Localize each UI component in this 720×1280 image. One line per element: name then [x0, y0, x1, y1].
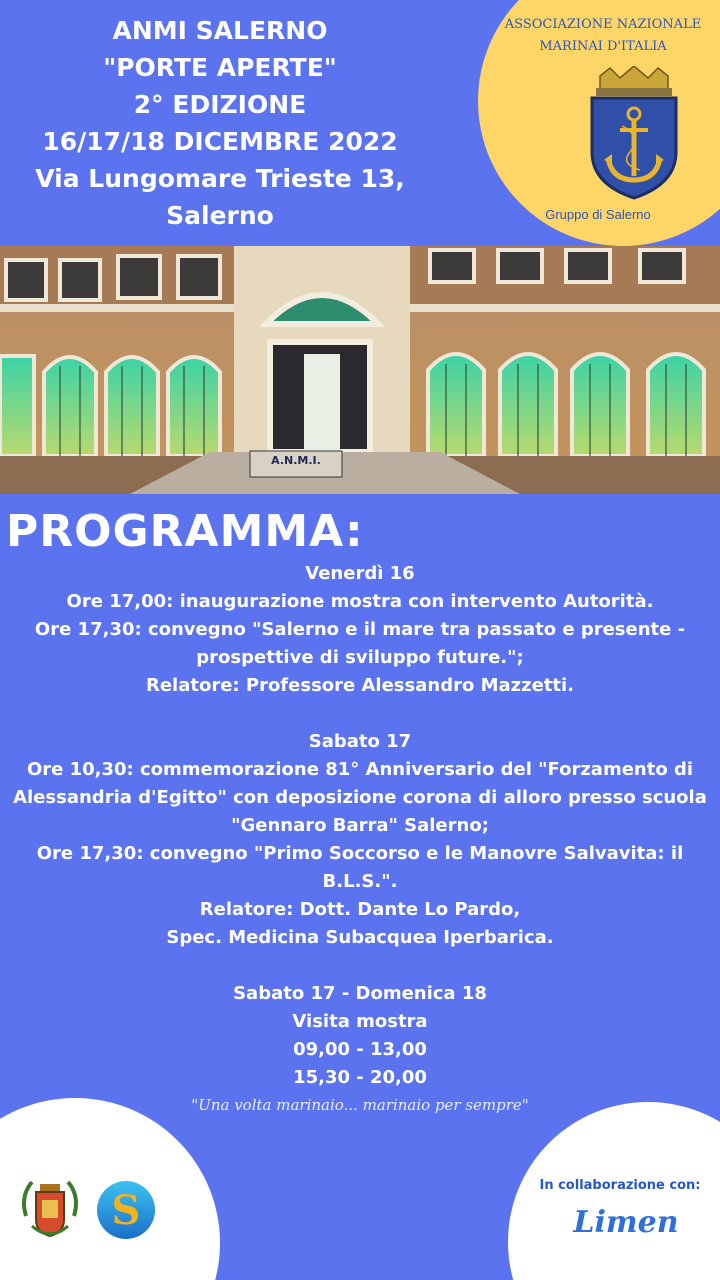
header-line: Salerno: [166, 201, 274, 230]
schedule-spacer: [0, 952, 720, 980]
schedule-line: Ore 17,00: inaugurazione mostra con intervento Autorità.: [66, 591, 654, 612]
building-sign: A.N.M.I.: [271, 454, 321, 467]
schedule-line: Relatore: Professore Alessandro Mazzetti.: [145, 675, 575, 696]
schedule-line: Venerdì 16: [305, 563, 415, 584]
schedule-line: 09,00 - 13,00: [293, 1039, 427, 1060]
schedule: [0, 560, 720, 1092]
comune-di-salerno-crest-icon: [18, 1176, 82, 1242]
building-photo: [0, 246, 720, 494]
salerno-s-logo-icon: [96, 1180, 156, 1240]
header-line: 16/17/18 DICEMBRE 2022: [42, 127, 398, 156]
anchor-shield-icon: [582, 66, 686, 200]
header-line: 2° EDIZIONE: [133, 90, 307, 119]
collaboration-label: In collaborazione con:: [539, 1178, 701, 1193]
schedule-line: Relatore: Dott. Dante Lo Pardo,: [199, 899, 521, 920]
event-header: [0, 12, 440, 234]
association-badge: [478, 0, 720, 246]
association-name-line1: ASSOCIAZIONE NAZIONALE: [504, 17, 702, 32]
motto: "Una volta marinaio... marinaio per sempre": [191, 1096, 529, 1114]
association-group: Gruppo di Salerno: [545, 207, 651, 222]
header-line: "PORTE APERTE": [103, 53, 337, 82]
schedule-line: Visita mostra: [292, 1011, 428, 1032]
schedule-line: Ore 17,30: convegno "Salerno e il mare tra passato e presente -: [34, 619, 686, 640]
schedule-line: Sabato 17: [308, 731, 412, 752]
schedule-line: Ore 17,30: convegno "Primo Soccorso e le Manovre Salvavita: il B.L.S.".: [36, 843, 684, 892]
partner-logo-limen: Limen: [573, 1205, 679, 1240]
schedule-line: Sabato 17 - Domenica 18: [233, 983, 487, 1004]
schedule-spacer: [0, 700, 720, 728]
header-line: Via Lungomare Trieste 13,: [35, 164, 405, 193]
schedule-line: Alessandria d'Egitto" con deposizione corona di alloro presso scuola: [13, 787, 707, 808]
programma-title: PROGRAMMA:: [6, 506, 364, 557]
association-name: [478, 14, 720, 58]
schedule-line: prospettive di sviluppo future.";: [196, 647, 524, 668]
schedule-line: 15,30 - 20,00: [293, 1067, 427, 1088]
association-name-line2: MARINAI D'ITALIA: [539, 39, 667, 54]
schedule-line: Spec. Medicina Subacquea Iperbarica.: [166, 927, 554, 948]
header-line: ANMI SALERNO: [112, 16, 328, 45]
svg-text:S: S: [111, 1187, 141, 1234]
schedule-line: "Gennaro Barra" Salerno;: [231, 815, 489, 836]
schedule-line: Ore 10,30: commemorazione 81° Anniversario del "Forzamento di: [26, 759, 694, 780]
